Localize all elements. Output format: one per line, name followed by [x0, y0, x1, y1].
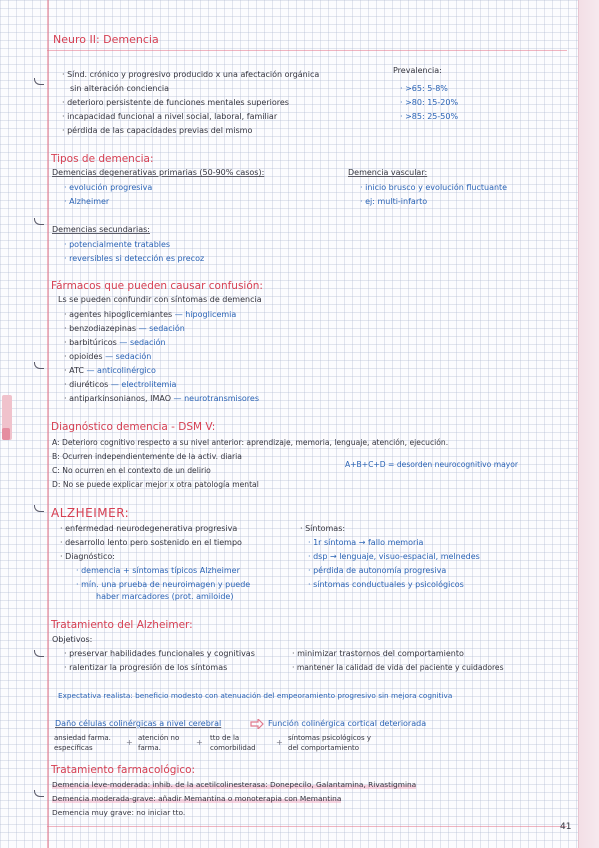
alzheimer-diagnosis-item: · demencia + síntomas típicos Alzheimer [76, 566, 240, 575]
drug-row: · opioides — sedación [64, 352, 152, 361]
binder-hole-mark [34, 790, 44, 797]
binder-hole-mark [34, 78, 44, 85]
drug-row: · ATC — anticolinérgico [64, 366, 156, 375]
dsm-criterion-c: C: No ocurren en el contexto de un delirio [52, 466, 211, 475]
drug-row: · antiparkinsonianos, IMAO — neurotransmisores [64, 394, 260, 403]
vascular-dementia-item: · ej: multi-infarto [360, 197, 428, 206]
dsm-criterion-b: B: Ocurren independientemente de la activ. diaria [52, 452, 242, 461]
definition-line: sin alteración conciencia [70, 84, 170, 93]
treatment-objective: · ralentizar la progresión de los síntomas [64, 663, 228, 672]
alzheimer-symptom: · pérdida de autonomía progresiva [308, 566, 447, 575]
section-heading-dsm: Diagnóstico demencia - DSM V: [51, 421, 216, 433]
side-tab-marker-dot [2, 428, 10, 440]
alzheimer-diagnosis-item: haber marcadores (prot. amiloide) [96, 592, 234, 601]
drug-row: · diuréticos — electrolitemia [64, 380, 177, 389]
plus-sign: + [276, 738, 283, 747]
prevalence-row: · >80: 15-20% [400, 98, 459, 107]
binder-hole-mark [34, 362, 44, 369]
primary-dementia-heading: Demencias degenerativas primarias (50-90% casos): [52, 168, 265, 177]
vascular-dementia-heading: Demencia vascular: [348, 168, 428, 177]
alzheimer-diagnosis-heading: · Diagnóstico: [60, 552, 115, 561]
prevalence-heading: Prevalencia: [393, 66, 442, 75]
treatment-objective: · minimizar trastornos del comportamiento [292, 649, 464, 658]
definition-line: · deterioro persistente de funciones mentales superiores [62, 98, 289, 107]
page-tab-edge [578, 0, 599, 848]
dsm-criterion-a: A: Deterioro cognitivo respecto a su nivel anterior: aprendizaje, memoria, lenguaje, atención, ejecución. [52, 438, 449, 447]
treatment-expectation: Expectativa realista: beneficio modesto con atenuación del empeoramiento progresivo sin mejora cognitiva [58, 691, 453, 700]
binder-hole-mark [34, 505, 44, 512]
alzheimer-symptom: · dsp → lenguaje, visuo-espacial, melnedes [308, 552, 480, 561]
dsm-criterion-d: D: No se puede explicar mejor x otra patología mental [52, 480, 259, 489]
treatment-approach: atención no farma. [138, 734, 180, 752]
treatment-objective: · mantener la calidad de vida del paciente y cuidadores [292, 663, 504, 672]
section-heading-drugs: Fármacos que pueden causar confusión: [51, 280, 263, 292]
section-heading-pharma: Tratamiento farmacológico: [51, 764, 196, 776]
header-line [47, 50, 567, 51]
section-heading-alzheimer: ALZHEIMER: [51, 506, 130, 520]
secondary-dementia-heading: Demencias secundarias: [52, 225, 150, 234]
cholinergic-function: Función colinérgica cortical deteriorada [268, 719, 427, 728]
cholinergic-damage: Daño células colinérgicas a nivel cerebral [55, 719, 222, 728]
page-title: Neuro II: Demencia [53, 33, 159, 46]
footer-line [47, 826, 567, 827]
vascular-dementia-item: · inicio brusco y evolución fluctuante [360, 183, 508, 192]
treatment-approach: tto de la comorbilidad [210, 734, 256, 752]
section-heading-types: Tipos de demencia: [51, 153, 154, 165]
alzheimer-line: · enfermedad neurodegenerativa progresiva [60, 524, 238, 533]
secondary-dementia-item: · reversibles si detección es precoz [64, 254, 205, 263]
plus-sign: + [196, 738, 203, 747]
primary-dementia-item: · evolución progresiva [64, 183, 153, 192]
pharma-line: Demencia moderada-grave: añadir Memantina o monoterapia con Memantina [52, 794, 342, 803]
secondary-dementia-item: · potencialmente tratables [64, 240, 171, 249]
definition-line: · incapacidad funcional a nivel social, laboral, familiar [62, 112, 278, 121]
plus-sign: + [126, 738, 133, 747]
definition-line: · Sínd. crónico y progresivo producido x una afectación orgánica [62, 70, 320, 79]
binder-hole-mark [34, 218, 44, 225]
drug-row: · benzodiazepinas — sedación [64, 324, 185, 333]
prevalence-row: · >65: 5-8% [400, 84, 448, 93]
drugs-intro: Ls se pueden confundir con síntomas de demencia [58, 295, 262, 304]
treatment-approach: síntomas psicológicos y del comportamiento [288, 734, 371, 752]
alzheimer-line: · desarrollo lento pero sostenido en el tiempo [60, 538, 242, 547]
section-heading-treatment: Tratamiento del Alzheimer: [51, 619, 193, 631]
drug-row: · agentes hipoglicemiantes — hipoglicemia [64, 310, 237, 319]
arrow-right-icon [250, 719, 264, 729]
dsm-summary: A+B+C+D = desorden neurocognitivo mayor [345, 460, 519, 469]
pharma-line: Demencia muy grave: no iniciar tto. [52, 808, 186, 817]
prevalence-row: · >85: 25-50% [400, 112, 459, 121]
margin-line [47, 0, 49, 848]
alzheimer-symptoms-heading: · Síntomas: [300, 524, 346, 533]
page-number: 41 [560, 822, 572, 832]
treatment-approach: ansiedad farma. específicas [54, 734, 111, 752]
definition-line: · pérdida de las capacidades previas del mismo [62, 126, 253, 135]
primary-dementia-item: · Alzheimer [64, 197, 110, 206]
alzheimer-diagnosis-item: · mín. una prueba de neuroimagen y puede [76, 580, 251, 589]
treatment-objectives-heading: Objetivos: [52, 635, 93, 644]
pharma-line: Demencia leve-moderada: inhib. de la acetilcolinesterasa: Donepecilo, Galantamina, Rivastigmina [52, 780, 417, 789]
treatment-objective: · preservar habilidades funcionales y cognitivas [64, 649, 255, 658]
alzheimer-symptom: · síntomas conductuales y psicológicos [308, 580, 464, 589]
drug-row: · barbitúricos — sedación [64, 338, 166, 347]
binder-hole-mark [34, 650, 44, 657]
alzheimer-symptom: · 1r síntoma → fallo memoria [308, 538, 424, 547]
